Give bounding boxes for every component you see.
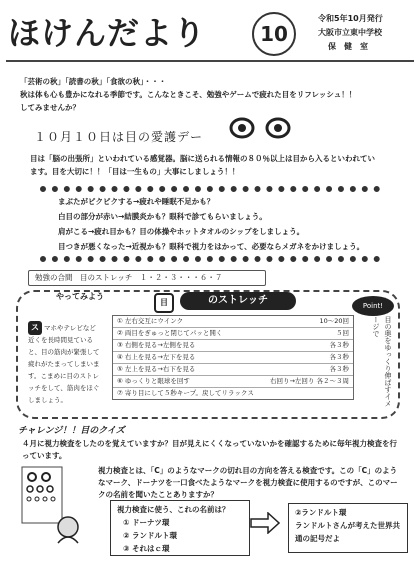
step-label: ⑦ 寄り目にして５秒キープ。戻してリラックス [117, 389, 254, 397]
symptom-item: 肩がこる→疲れ目かも？目の体操やホットタオルのシップをしましょう。 [58, 227, 305, 236]
intro-line-3: してみませんか？ [20, 103, 80, 112]
step-label: ③ 右側を見る→左側を見る [117, 341, 196, 349]
symptom-item: 目つきが悪くなった→近視かも？眼科で視力をはかって、必要ならメガネをかけましょう。 [58, 242, 365, 251]
intro-line-1: 「芸術の秋」「読書の秋」「食欲の秋」・・・ [20, 77, 167, 86]
stretch-vertical-note: 目の奥をゆっくり伸ばすイメージで [372, 316, 392, 407]
stretch-step [113, 316, 353, 328]
quiz-option: ③ それはｃ環 [123, 544, 170, 553]
header-meta [318, 12, 383, 54]
stretch-label-box: 勉強の合間 目のストレッチ １・２・３・・・６・７ [28, 270, 266, 286]
step-count: 各３秒 [329, 353, 349, 361]
department: 保 健 室 [328, 42, 368, 51]
issue-date: 令和5年10月発行 [318, 14, 383, 23]
eye-day-line-1: 目は「脳の出張所」といわれている感覚器。脳に送られる情報の８０％以上は目から入るといわれてい [30, 154, 375, 163]
intro-text [20, 75, 400, 114]
point-tag: Point! [352, 296, 394, 316]
eye-kanji-box: 目 [154, 293, 174, 313]
step-label: ① 左右交互にウインク [117, 317, 184, 325]
stretch-step [113, 340, 353, 352]
step-count: 右回り→左回り 各２～３周 [269, 377, 349, 385]
stretch-step [113, 364, 353, 376]
side-note-initial: ス [28, 321, 42, 335]
stretch-step [113, 376, 353, 388]
step-label: ② 両目をぎゅっと閉じてパッと開く [117, 329, 223, 337]
issue-number-badge: 10 [252, 12, 296, 56]
symptom-item: 白目の部分が赤い→結膜炎かも？眼科で診てもらいましょう。 [58, 212, 267, 221]
quiz-intro-paragraph: ４月に視力検査をしたのを覚えていますか？目が見えにくくなっていないかを確認するために毎年視力検査を行っています。 [22, 439, 397, 460]
eyes-illustration [222, 116, 302, 140]
step-count: 各３秒 [329, 365, 349, 373]
quiz-heading: チャレンジ！！目のクイズ [18, 426, 125, 436]
quiz-option: ② ランドルト環 [123, 531, 177, 540]
step-label: ⑤ 左上を見る→右下を見る [117, 365, 196, 373]
stretch-step [113, 352, 353, 364]
step-count: 各３秒 [329, 341, 349, 349]
step-label: ④ 右上を見る→左下を見る [117, 353, 196, 361]
answer-text: ランドルトさんが考えた世界共通の記号だよ [295, 521, 400, 543]
step-count: 10～20回 [319, 317, 349, 325]
stretch-step [113, 328, 353, 340]
landolt-explanation: 視力検査とは、「C」のようなマークの切れ目の方向を答える検査です。この「C」のようなマーク、ドーナツを一口食べたようなマークを視力検査に使用するのですが、このマークの名前を聞いたことありますか？ [98, 466, 398, 499]
symptom-item: まぶたがピクピクする→疲れや睡眠不足かも？ [58, 197, 215, 206]
newsletter-title: ほけんだより [8, 14, 207, 52]
side-note-text: マホやテレビなど近くを長時間見ていると、目の筋肉が緊張して疲れがたまってしまいます。こまめに目のストレッチをして、筋肉をほぐしましょう。 [28, 324, 100, 404]
eye-day-line-2: ます。目を大切に！！「目は一生もの」大事にしましょう！！ [30, 167, 240, 176]
step-count: ５回 [336, 329, 349, 337]
stretch-side-note [28, 322, 100, 406]
quiz-answer-box [288, 503, 408, 553]
step-label: ⑥ ゆっくりと眼球を回す [117, 377, 190, 385]
eye-chart-illustration [20, 465, 80, 545]
symptom-list [58, 194, 378, 254]
eye-day-heading: １０月１０日は目の愛護デー [34, 130, 204, 144]
stretch-card-title: やってみよう [56, 292, 104, 301]
school-name: 大阪市立東中学校 [318, 28, 382, 37]
dotted-divider-bottom [40, 256, 380, 270]
stretch-banner: のストレッチ [180, 292, 296, 310]
quiz-option: ① ドーナツ環 [123, 518, 170, 527]
stretch-steps-table [112, 315, 354, 400]
arrow-right-icon [250, 512, 280, 534]
stretch-step [113, 388, 353, 399]
answer-title: ②ランドルト環 [295, 508, 347, 517]
header-divider [6, 60, 414, 62]
quiz-question: 視力検査に使う、これの名前は？ [117, 505, 230, 514]
eye-day-paragraph [30, 152, 402, 178]
intro-line-2: 秋は体も心も豊かになれる季節です。こんなときこそ、勉強やゲームで疲れた目をリフレッシュ！！ [20, 90, 357, 99]
quiz-question-box [110, 500, 250, 556]
